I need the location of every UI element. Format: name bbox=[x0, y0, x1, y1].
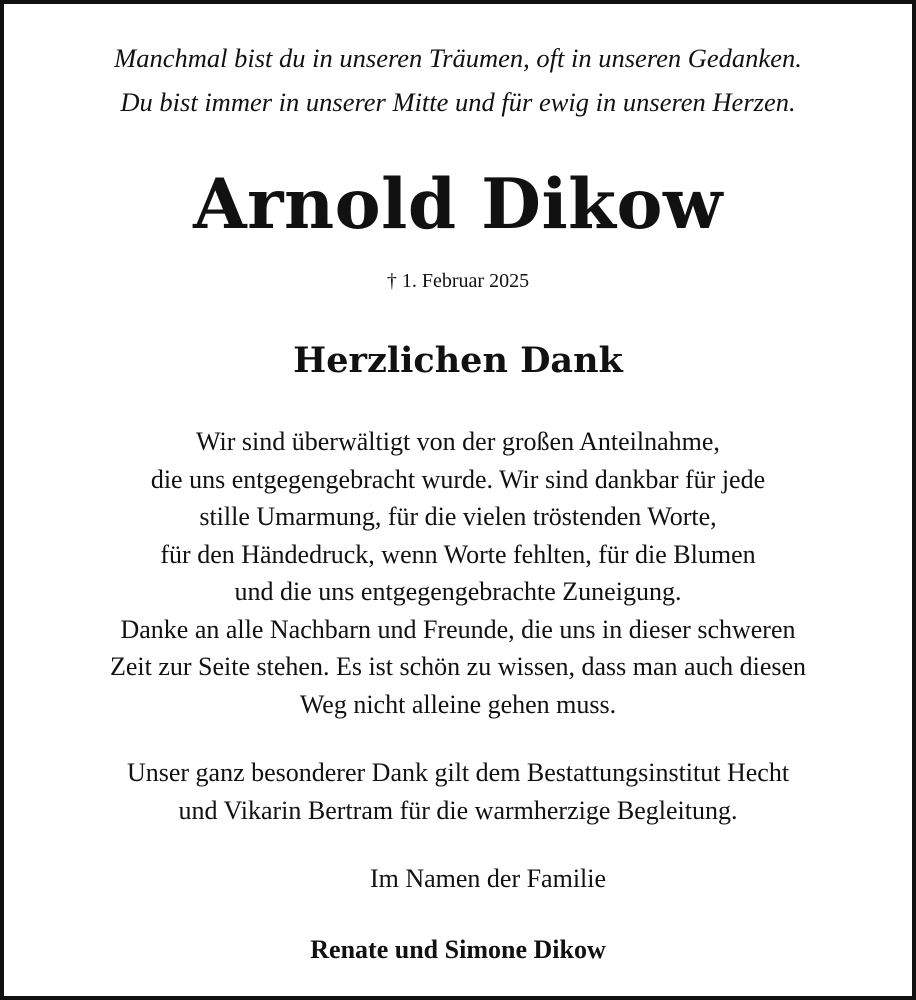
paragraph-line: und die uns entgegengebrachte Zuneigung. bbox=[234, 577, 682, 606]
motto-line: Manchmal bist du in unseren Träumen, oft in unseren Gedanken. bbox=[114, 43, 802, 73]
family-line-container bbox=[0, 860, 916, 898]
paragraph-line: und Vikarin Bertram für die warmherzige Begleitung. bbox=[178, 795, 738, 825]
paragraph-line: Unser ganz besonderer Dank gilt dem Bestattungsinstitut Hecht bbox=[126, 758, 790, 787]
paragraph-line: die uns entgegengebracht wurde. Wir sind dankbar für jede bbox=[150, 464, 766, 494]
special-thanks-paragraph bbox=[0, 754, 916, 829]
death-date: † 1. Februar 2025 bbox=[386, 270, 530, 292]
deceased-name: Arnold Dikow bbox=[193, 164, 723, 245]
thanks-paragraph bbox=[0, 423, 916, 723]
paragraph-line: Wir sind überwältigt von der großen Anteilnahme, bbox=[196, 427, 720, 456]
paragraph-line: Danke an alle Nachbarn und Freunde, die uns in dieser schweren bbox=[120, 614, 796, 644]
memorial-motto bbox=[0, 36, 916, 124]
signers: Renate und Simone Dikow bbox=[310, 935, 606, 964]
thanks-heading: Herzlichen Dank bbox=[293, 340, 623, 381]
family-line: Im Namen der Familie bbox=[369, 864, 607, 893]
paragraph-line: stille Umarmung, für die vielen tröstenden Worte, bbox=[199, 502, 717, 531]
paragraph-line: Zeit zur Seite stehen. Es ist schön zu wissen, dass man auch diesen bbox=[109, 652, 807, 681]
motto-line: Du bist immer in unserer Mitte und für ewig in unseren Herzen. bbox=[120, 87, 796, 117]
paragraph-line: für den Händedruck, wenn Worte fehlten, für die Blumen bbox=[160, 539, 756, 569]
paragraph-line: Weg nicht alleine gehen muss. bbox=[299, 689, 617, 719]
